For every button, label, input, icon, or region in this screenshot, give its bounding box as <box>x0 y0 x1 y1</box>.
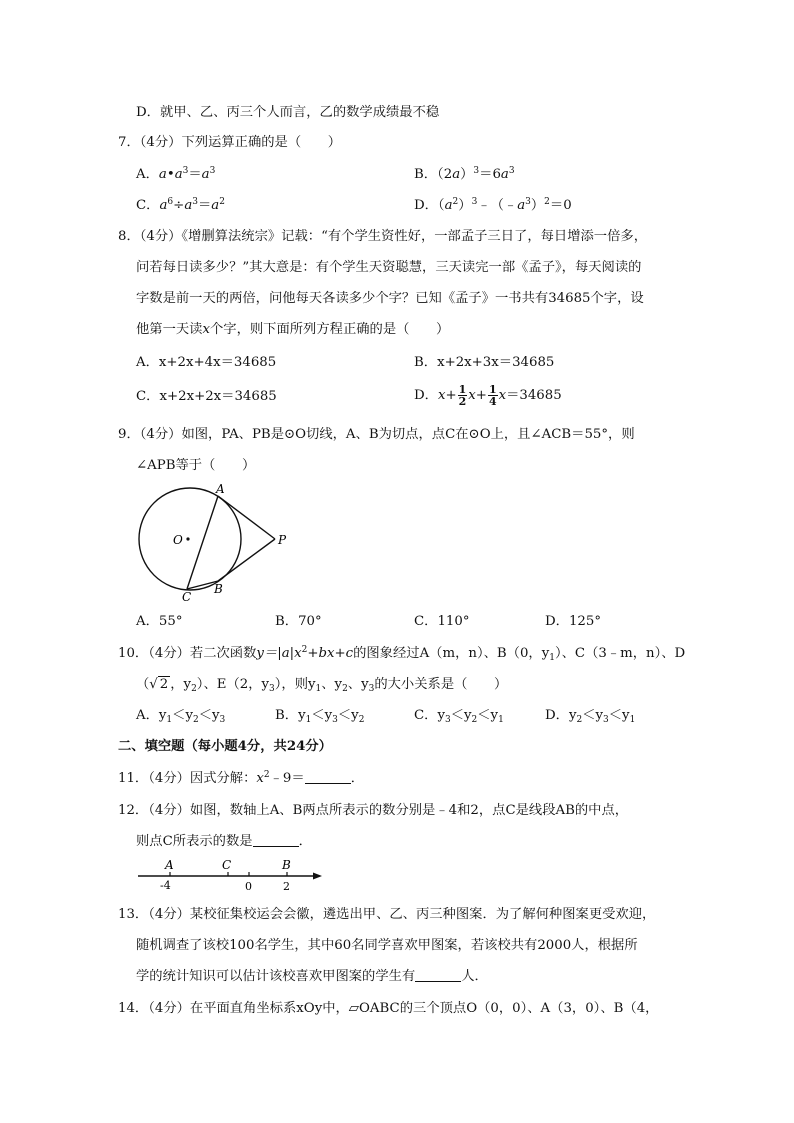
q10-line-1: 10．（4分）若二次函数$y=|a|x^2+bx+c$的图象经过A（m，n）、B（0，$y_1$）、C（3﹣m，n）、D <box>118 645 686 663</box>
tangent-pa <box>218 496 275 539</box>
q12-line-1: 12．（4分）如图，数轴上A、B两点所表示的数分别是﹣4和2，点C是线段AB的中点， <box>118 803 629 818</box>
num-minus-4: -4 <box>160 879 171 892</box>
q10-option-b: B．$y_1<y_3<y_2$ <box>275 708 365 725</box>
label-b: B <box>214 582 223 596</box>
q7-option-b: B．$(2a)^3=6a^3$ <box>414 166 515 182</box>
label-a: A <box>165 858 174 872</box>
tangent-pb <box>218 539 275 581</box>
q7-option-c: C．$a^6\div a^3=a^2$ <box>136 197 225 213</box>
answer-blank <box>305 771 351 784</box>
q9-option-c: C．110° <box>414 614 470 629</box>
q8-option-c: C．x+2x+2x＝34685 <box>136 389 277 404</box>
q9-line-2: ∠APB等于（ ） <box>136 458 256 473</box>
section-2-heading: 二、填空题（每小题4分，共24分） <box>118 739 332 754</box>
q9-option-d: D．125° <box>545 614 601 629</box>
label-a: A <box>216 482 225 496</box>
label-c: C <box>222 858 232 872</box>
q7-stem: 7．（4分）下列运算正确的是（ ） <box>118 135 342 150</box>
num-0: 0 <box>245 880 252 893</box>
fraction-half: $\frac{1}{2}$ <box>458 383 467 408</box>
q12-line-2: 则点C所表示的数是 ． <box>136 834 312 849</box>
label-o: O <box>173 533 183 547</box>
label-p: P <box>278 533 287 547</box>
q13-line-3: 学的统计知识可以估计该校喜欢甲图案的学生有 人． <box>136 969 488 984</box>
q13-line-2: 随机调查了该校100名学生，其中60名同学喜欢甲图案，若该校共有2000人，根据所 <box>136 938 638 953</box>
q9-line-1: 9．（4分）如图，PA、PB是⊙O切线，A、B为切点，点C在⊙O上，且∠ACB＝55°，则 <box>118 427 635 442</box>
q8-line-4: 他第一天读x个字，则下面所列方程正确的是（ ） <box>136 322 450 337</box>
q9-circle-figure <box>130 478 300 603</box>
q8-option-d: D．x+ $\frac{1}{2}$ x+ $\frac{1}{4}$ x＝34685 <box>414 383 562 408</box>
label-b: B <box>282 858 291 872</box>
q7-option-d: D．$(a^2)^3﹣(﹣a^3)^2=0$ <box>414 197 572 213</box>
q9-option-b: B．70° <box>275 614 322 629</box>
chord-ac <box>187 496 218 589</box>
q9-option-a: A．55° <box>136 614 183 629</box>
q10-option-c: C．$y_3<y_2<y_1$ <box>414 708 504 725</box>
q13-line-1: 13．（4分）某校征集校运会会徽，遴选出甲、乙、丙三种图案．为了解何种图案更受欢迎， <box>118 907 656 922</box>
q8-option-b: B．x+2x+3x＝34685 <box>414 355 555 370</box>
q8-option-a: A．x+2x+4x＝34685 <box>136 355 277 370</box>
q12-number-line <box>136 854 326 894</box>
answer-blank <box>415 969 461 982</box>
num-2: 2 <box>283 880 290 893</box>
fraction-quarter: $\frac{1}{4}$ <box>488 383 497 408</box>
q14-line-1: 14．（4分）在平面直角坐标系xOy中，▱OABC的三个顶点O（0，0）、A（3，0）、B（4， <box>118 1001 659 1016</box>
q11-line: 11．（4分）因式分解：$x^2﹣9=$ ． <box>118 770 364 786</box>
q10-line-2: （√ 2 ，$y_2$）、E（2，$y_3$），则$y_1$、$y_2$、$y_3$的大小关系是（ ） <box>136 677 508 694</box>
q7-option-a: A．$a•a^3=a^3$ <box>136 166 216 182</box>
q6-option-d: D．就甲、乙、丙三个人而言，乙的数学成绩最不稳 <box>136 105 440 120</box>
q8-line-1: 8．（4分）《增删算法统宗》记载：“有个学生资性好，一部孟子三日了，每日增添一倍多， <box>118 229 647 244</box>
q10-option-d: D．$y_2<y_3<y_1$ <box>545 708 636 725</box>
q10-option-a: A．$y_1<y_2<y_3$ <box>136 708 226 725</box>
answer-blank <box>253 834 299 847</box>
q8-line-3: 字数是前一天的两倍，问他每天各读多少个字？已知《孟子》一书共有34685个字，设 <box>136 291 644 306</box>
axis-arrow <box>313 873 322 880</box>
q8-line-2: 问若每日读多少？”其大意是：有个学生天资聪慧，三天读完一部《孟子》，每天阅读的 <box>136 260 642 275</box>
center-point <box>186 537 189 540</box>
label-c: C <box>182 590 192 603</box>
